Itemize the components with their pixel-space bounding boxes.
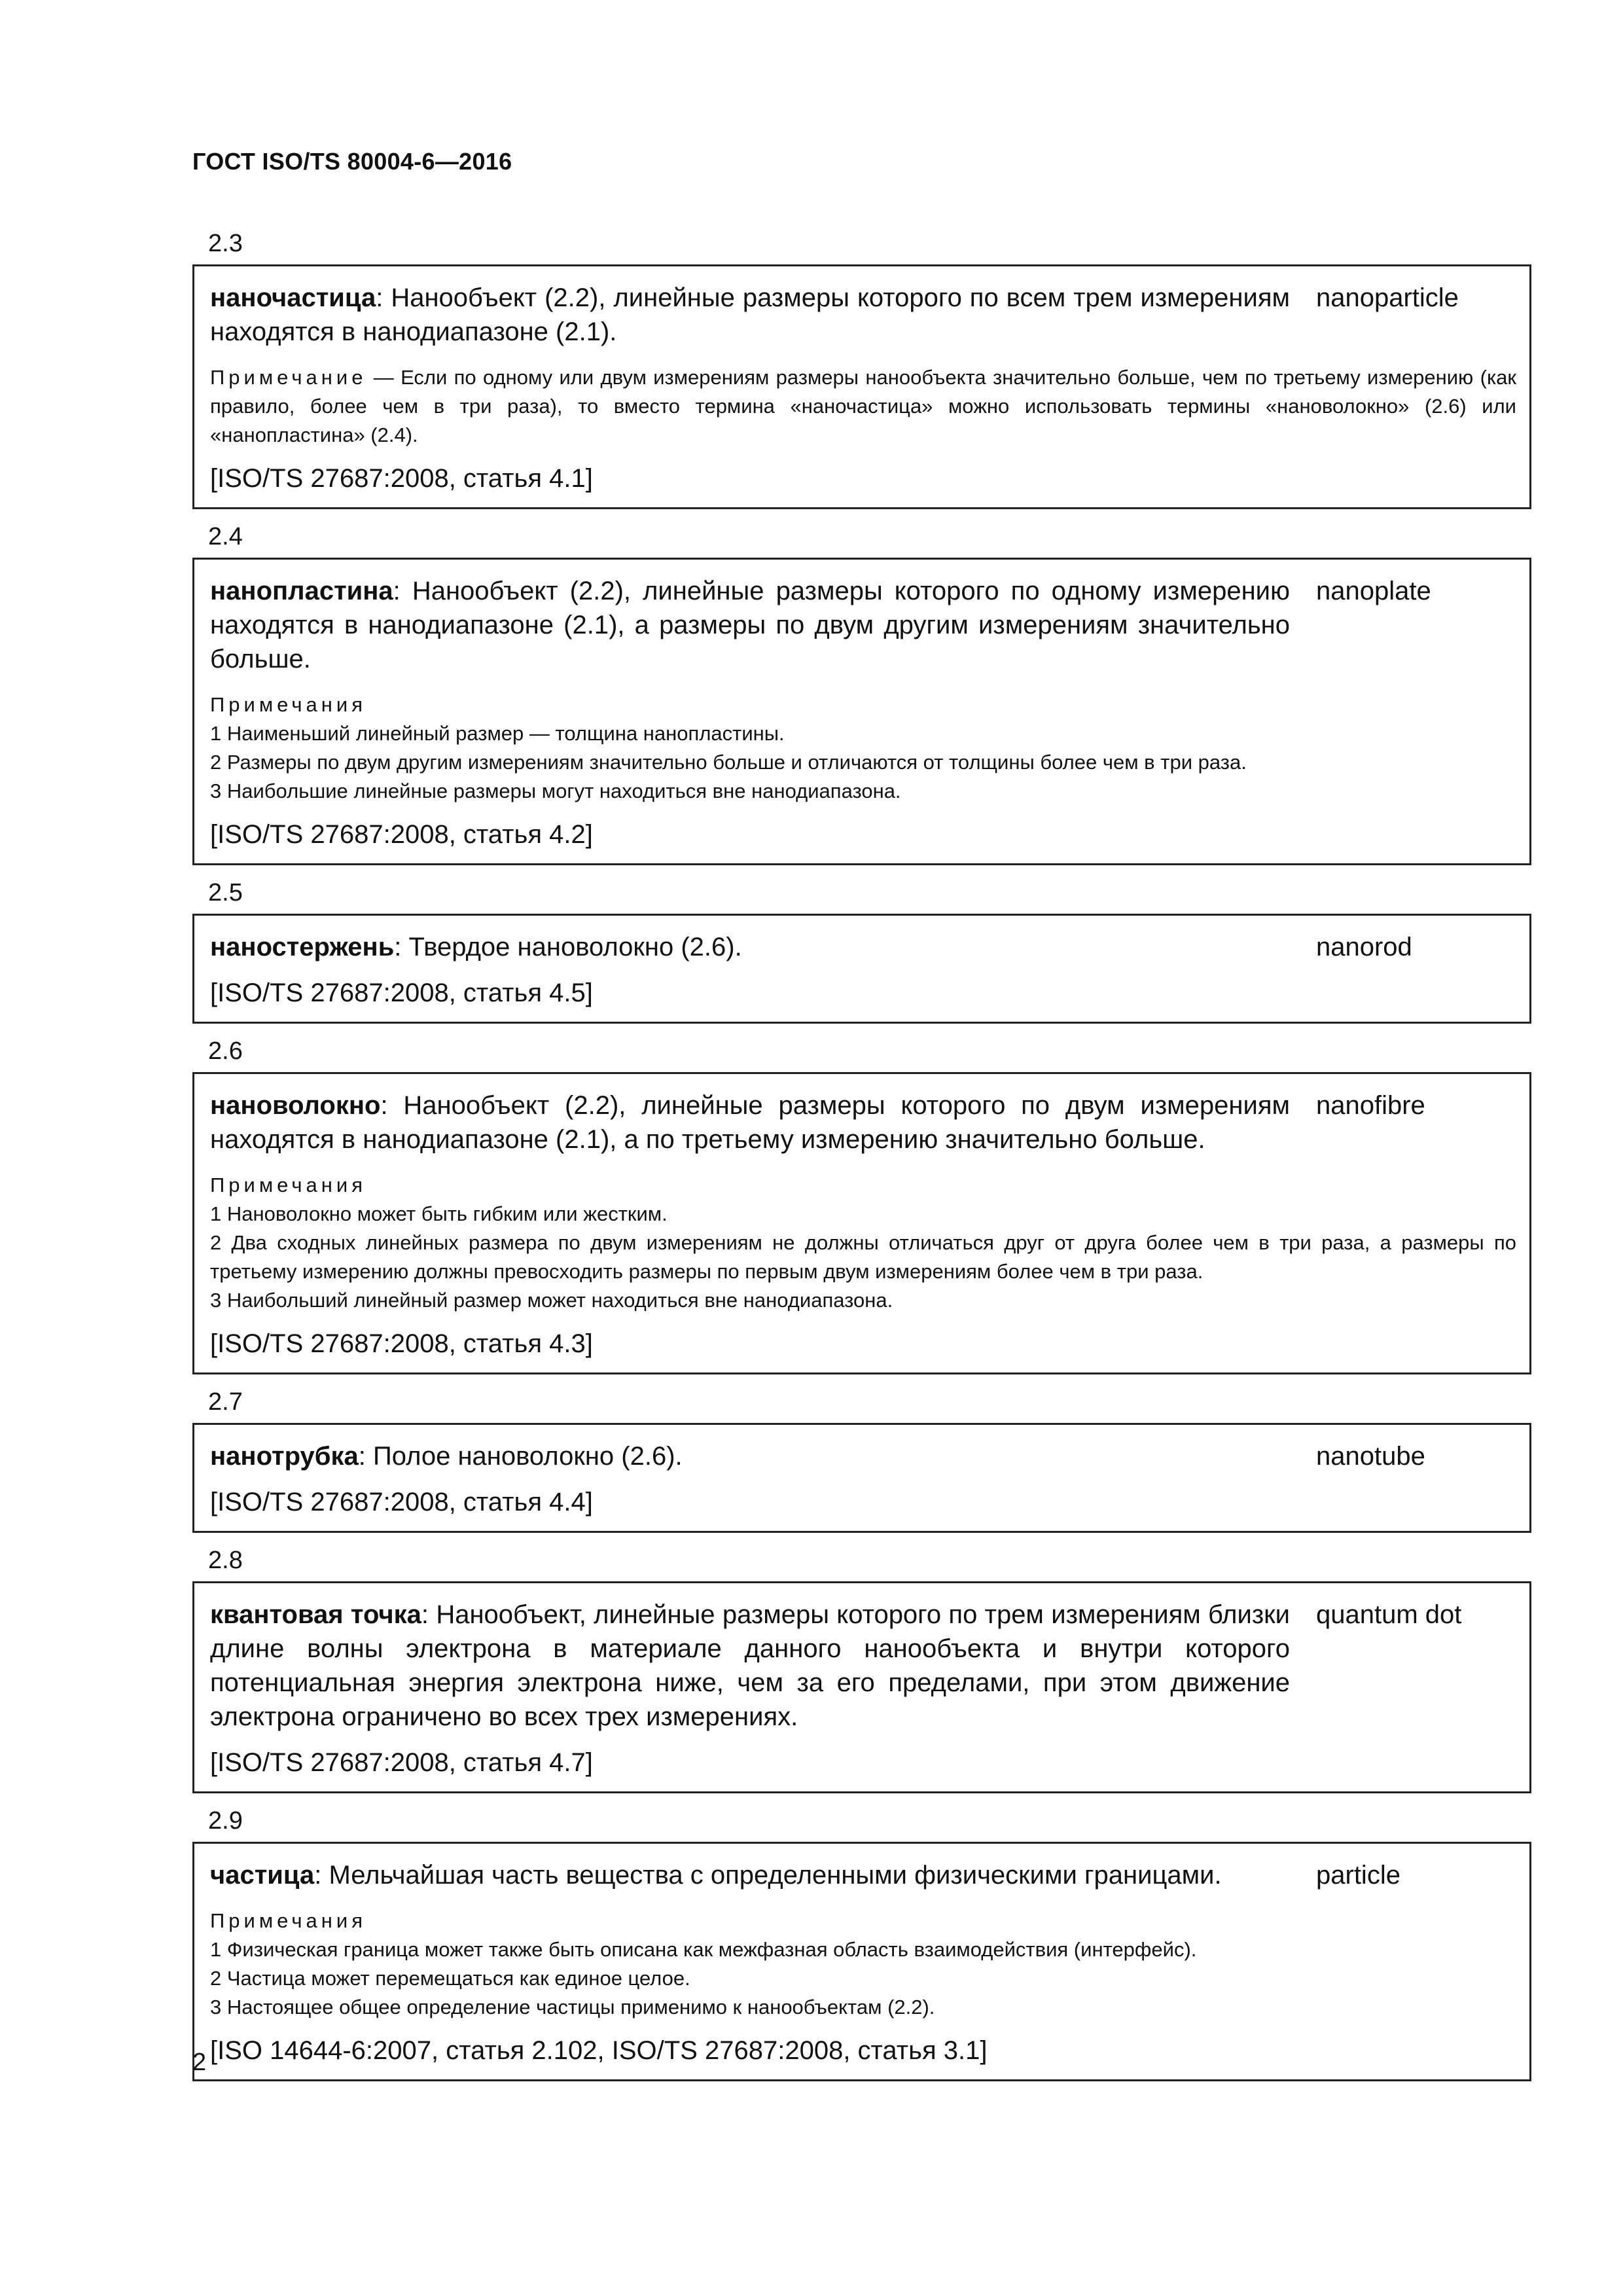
definition-row bbox=[210, 1439, 1516, 1473]
note-line: 1 Физическая граница может также быть описана как межфазная область взаимодействия (интерфейс). bbox=[210, 1938, 1197, 1961]
note-line: 1 Наименьший линейный размер — толщина нанопластины. bbox=[210, 722, 785, 745]
notes bbox=[210, 1171, 1516, 1315]
term-entries bbox=[192, 223, 1531, 2088]
term-entry-box bbox=[192, 1842, 1531, 2081]
definition-row bbox=[210, 281, 1516, 349]
english-equivalent: nanoparticle bbox=[1316, 283, 1459, 312]
english-equivalent: particle bbox=[1316, 1861, 1400, 1890]
note-heading: Примечания bbox=[210, 1909, 366, 1932]
english-equivalent: nanotube bbox=[1316, 1442, 1425, 1471]
notes bbox=[210, 363, 1516, 450]
definition bbox=[210, 1088, 1290, 1157]
english-equivalent: nanoplate bbox=[1316, 577, 1431, 605]
term-name: нанотрубка bbox=[210, 1442, 359, 1471]
definition bbox=[210, 1439, 1290, 1473]
entry-number: 2.6 bbox=[208, 1037, 243, 1065]
entry-number: 2.4 bbox=[208, 523, 243, 550]
entry-number: 2.3 bbox=[208, 230, 243, 257]
source-reference: [ISO 14644-6:2007, статья 2.102, ISO/TS 27687:2008, статья 3.1] bbox=[210, 2036, 988, 2065]
term-name: нановолокно bbox=[210, 1091, 381, 1120]
note-line: 3 Настоящее общее определение частицы применимо к нанообъектам (2.2). bbox=[210, 1996, 935, 2018]
note-heading: Примечания bbox=[210, 1174, 366, 1196]
note-line: 1 Нановолокно может быть гибким или жестким. bbox=[210, 1202, 668, 1225]
definition-text: : Мельчайшая часть вещества с определенными физическими границами. bbox=[314, 1861, 1222, 1890]
source-reference: [ISO/TS 27687:2008, статья 4.3] bbox=[210, 1329, 593, 1358]
source-reference: [ISO/TS 27687:2008, статья 4.2] bbox=[210, 820, 593, 849]
definition bbox=[210, 574, 1290, 676]
term-entry-box bbox=[192, 1581, 1531, 1793]
note-line: 3 Наибольшие линейные размеры могут находиться вне нанодиапазона. bbox=[210, 780, 901, 802]
notes bbox=[210, 1907, 1516, 2022]
term-entry-box bbox=[192, 264, 1531, 509]
definition-row bbox=[210, 1858, 1516, 1892]
entry-number: 2.7 bbox=[208, 1388, 243, 1416]
note-line: 2 Размеры по двум другим измерениям значительно больше и отличаются от толщины более чем в три раза. bbox=[210, 751, 1247, 774]
definition-text: : Нанообъект (2.2), линейные размеры которого по всем трем измерениям находятся в нанодиапазоне (2.1). bbox=[210, 283, 1290, 346]
definition-row bbox=[210, 574, 1516, 676]
source-reference: [ISO/TS 27687:2008, статья 4.1] bbox=[210, 464, 593, 493]
term-entry-box bbox=[192, 1423, 1531, 1533]
definition-row bbox=[210, 1088, 1516, 1157]
english-equivalent: quantum dot bbox=[1316, 1600, 1462, 1629]
note-line: 2 Частица может перемещаться как единое целое. bbox=[210, 1967, 690, 1990]
term-name: частица bbox=[210, 1861, 315, 1890]
note-line bbox=[210, 363, 1516, 450]
term-name: наностержень bbox=[210, 933, 395, 961]
source-reference: [ISO/TS 27687:2008, статья 4.5] bbox=[210, 978, 593, 1007]
definition-text: : Нанообъект (2.2), линейные размеры которого по двум измерениям находятся в нанодиапазоне (2.1), а по третьему измерению значительно больше. bbox=[210, 1091, 1290, 1154]
term-name: нанопластина bbox=[210, 577, 393, 605]
document-header: ГОСТ ISO/TS 80004-6—2016 bbox=[192, 148, 512, 175]
definition bbox=[210, 1858, 1290, 1892]
definition-row bbox=[210, 1598, 1516, 1734]
definition-row bbox=[210, 930, 1516, 964]
notes bbox=[210, 691, 1516, 806]
entry-number: 2.8 bbox=[208, 1547, 243, 1574]
english-equivalent: nanofibre bbox=[1316, 1091, 1425, 1120]
entry-number: 2.5 bbox=[208, 879, 243, 906]
note-text: — Если по одному или двум измерениям размеры нанообъекта значительно больше, чем по третьему измерению (как правило, более чем в три раза), то вместо термина «наночастица» можно использовать термины «нановолокно» (2.6) или «нанопластина» (2.4). bbox=[210, 366, 1516, 446]
definition bbox=[210, 281, 1290, 349]
entry-number: 2.9 bbox=[208, 1807, 243, 1835]
term-name: квантовая точка bbox=[210, 1600, 421, 1629]
term-entry-box bbox=[192, 914, 1531, 1024]
source-reference: [ISO/TS 27687:2008, статья 4.4] bbox=[210, 1488, 593, 1516]
term-name: наночастица bbox=[210, 283, 376, 312]
definition-text: : Нанообъект (2.2), линейные размеры которого по одному измерению находятся в нанодиапазоне (2.1), а размеры по двум другим измерениям значительно больше. bbox=[210, 577, 1290, 673]
definition bbox=[210, 930, 1290, 964]
definition bbox=[210, 1598, 1290, 1734]
english-equivalent: nanorod bbox=[1316, 933, 1412, 961]
note-heading: Примечания bbox=[210, 693, 366, 716]
page-number: 2 bbox=[192, 2049, 207, 2076]
term-entry-box bbox=[192, 558, 1531, 865]
note-heading: Примечание bbox=[210, 366, 367, 389]
note-line: 3 Наибольший линейный размер может находиться вне нанодиапазона. bbox=[210, 1289, 893, 1312]
note-line: 2 Два сходных линейных размера по двум измерениям не должны отличаться друг от друга более чем в три раза, а размеры по третьему измерению должны превосходить размеры по первым двум измерениям более чем в три раза. bbox=[210, 1231, 1516, 1283]
definition-text: : Полое нановолокно (2.6). bbox=[358, 1442, 683, 1471]
definition-text: : Твердое нановолокно (2.6). bbox=[394, 933, 742, 961]
source-reference: [ISO/TS 27687:2008, статья 4.7] bbox=[210, 1748, 593, 1777]
term-entry-box bbox=[192, 1072, 1531, 1374]
definition-text: : Нанообъект, линейные размеры которого по трем измерениям близки длине волны электрона в материале данного нанообъекта и внутри которого потенциальная энергия электрона ниже, чем за его пределами, при этом движение электрона ограничено во всех трех измерениях. bbox=[210, 1600, 1291, 1731]
